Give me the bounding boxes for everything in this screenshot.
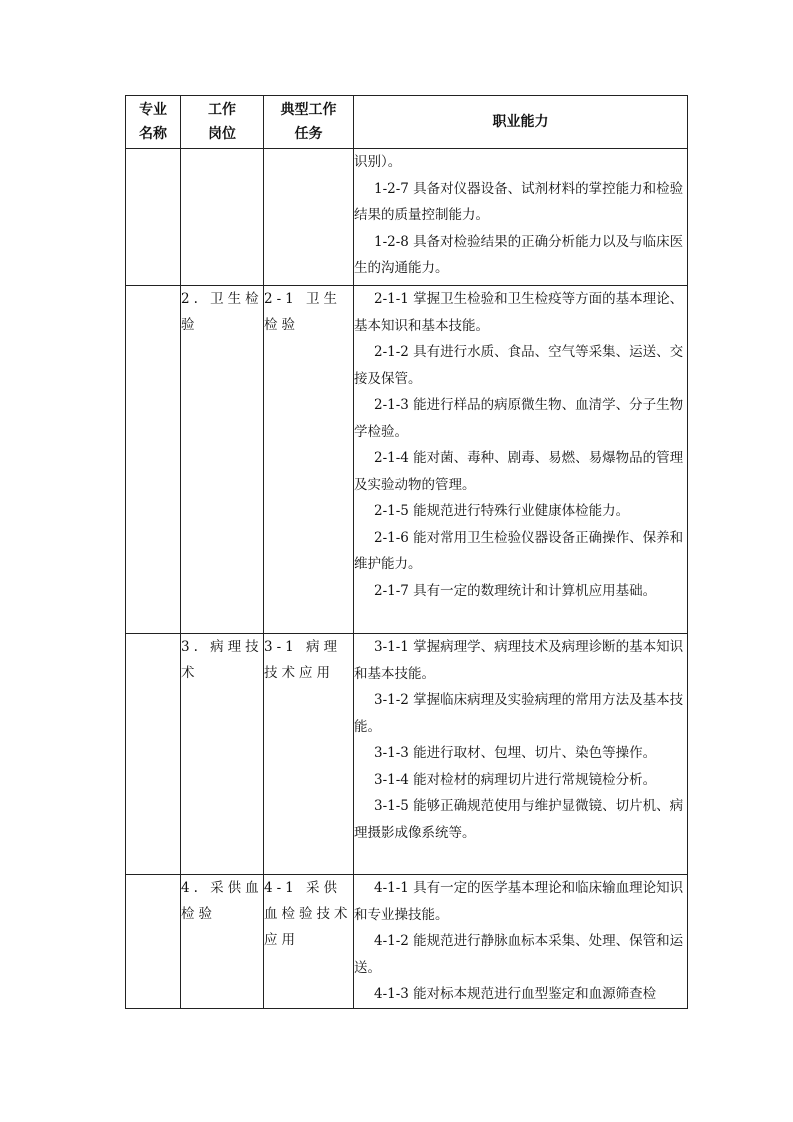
header-row	[126, 96, 688, 149]
cell-task	[264, 149, 354, 286]
ability-item: 3-1-4 能对检材的病理切片进行常规镜检分析。	[374, 771, 657, 788]
cell-task: 4-1 采供血检验技术应用	[264, 875, 354, 1009]
ability-item: 3-1-5 能够正确规范使用与维护显微镜、切片机、病理摄影成像系统等。	[354, 798, 684, 841]
cell-post: 4. 采供血检验	[181, 875, 264, 1009]
ability-item: 2-1-3 能进行样品的病原微生物、血清学、分子生物学检验。	[354, 397, 684, 440]
cell-major	[126, 634, 181, 875]
header-typical-task: 典型工作 任务	[264, 96, 354, 149]
cell-abilities	[354, 875, 688, 1009]
ability-item: 识别）。	[354, 154, 402, 170]
table-row	[126, 149, 688, 286]
cell-post	[181, 149, 264, 286]
cell-abilities	[354, 286, 688, 634]
ability-item: 4-1-2 能规范进行静脉血标本采集、处理、保管和运送。	[354, 933, 684, 976]
ability-item: 2-1-4 能对菌、毒种、剧毒、易燃、易爆物品的管理及实验动物的管理。	[354, 450, 684, 493]
header-post: 工作 岗位	[181, 96, 264, 149]
ability-item: 1-2-8 具备对检验结果的正确分析能力以及与临床医生的沟通能力。	[354, 233, 684, 276]
ability-item: 2-1-2 具有进行水质、食品、空气等采集、运送、交接及保管。	[354, 344, 684, 387]
cell-task: 3-1 病理技术应用	[264, 634, 354, 875]
ability-item: 1-2-7 具备对仪器设备、试剂材料的掌控能力和检验结果的质量控制能力。	[354, 180, 684, 223]
cell-post: 2. 卫生检验	[181, 286, 264, 634]
header-major-name: 专业 名称	[126, 96, 181, 149]
ability-item: 2-1-1 掌握卫生检验和卫生检疫等方面的基本理论、基本知识和基本技能。	[354, 291, 684, 334]
cell-abilities	[354, 634, 688, 875]
competency-table	[125, 95, 688, 1009]
table-row	[126, 286, 688, 634]
header-ability: 职业能力	[354, 96, 688, 149]
ability-item: 3-1-3 能进行取材、包埋、切片、染色等操作。	[374, 745, 657, 761]
ability-item: 3-1-2 掌握临床病理及实验病理的常用方法及基本技能。	[354, 692, 684, 735]
cell-major	[126, 875, 181, 1009]
cell-task: 2-1 卫生检验	[264, 286, 354, 634]
table-row	[126, 875, 688, 1009]
ability-item: 2-1-5 能规范进行特殊行业健康体检能力。	[374, 503, 630, 519]
cell-abilities	[354, 149, 688, 286]
cell-major	[126, 149, 181, 286]
ability-item: 4-1-3 能对标本规范进行血型鉴定和血源筛查检	[374, 986, 657, 1002]
ability-item: 2-1-6 能对常用卫生检验仪器设备正确操作、保养和维护能力。	[354, 529, 684, 572]
ability-item: 2-1-7 具有一定的数理统计和计算机应用基础。	[374, 582, 657, 599]
cell-major	[126, 286, 181, 634]
ability-item: 4-1-1 具有一定的医学基本理论和临床输血理论知识和专业操技能。	[354, 880, 684, 923]
table-row	[126, 634, 688, 875]
ability-item: 3-1-1 掌握病理学、病理技术及病理诊断的基本知识和基本技能。	[354, 639, 684, 682]
cell-post: 3. 病理技术	[181, 634, 264, 875]
